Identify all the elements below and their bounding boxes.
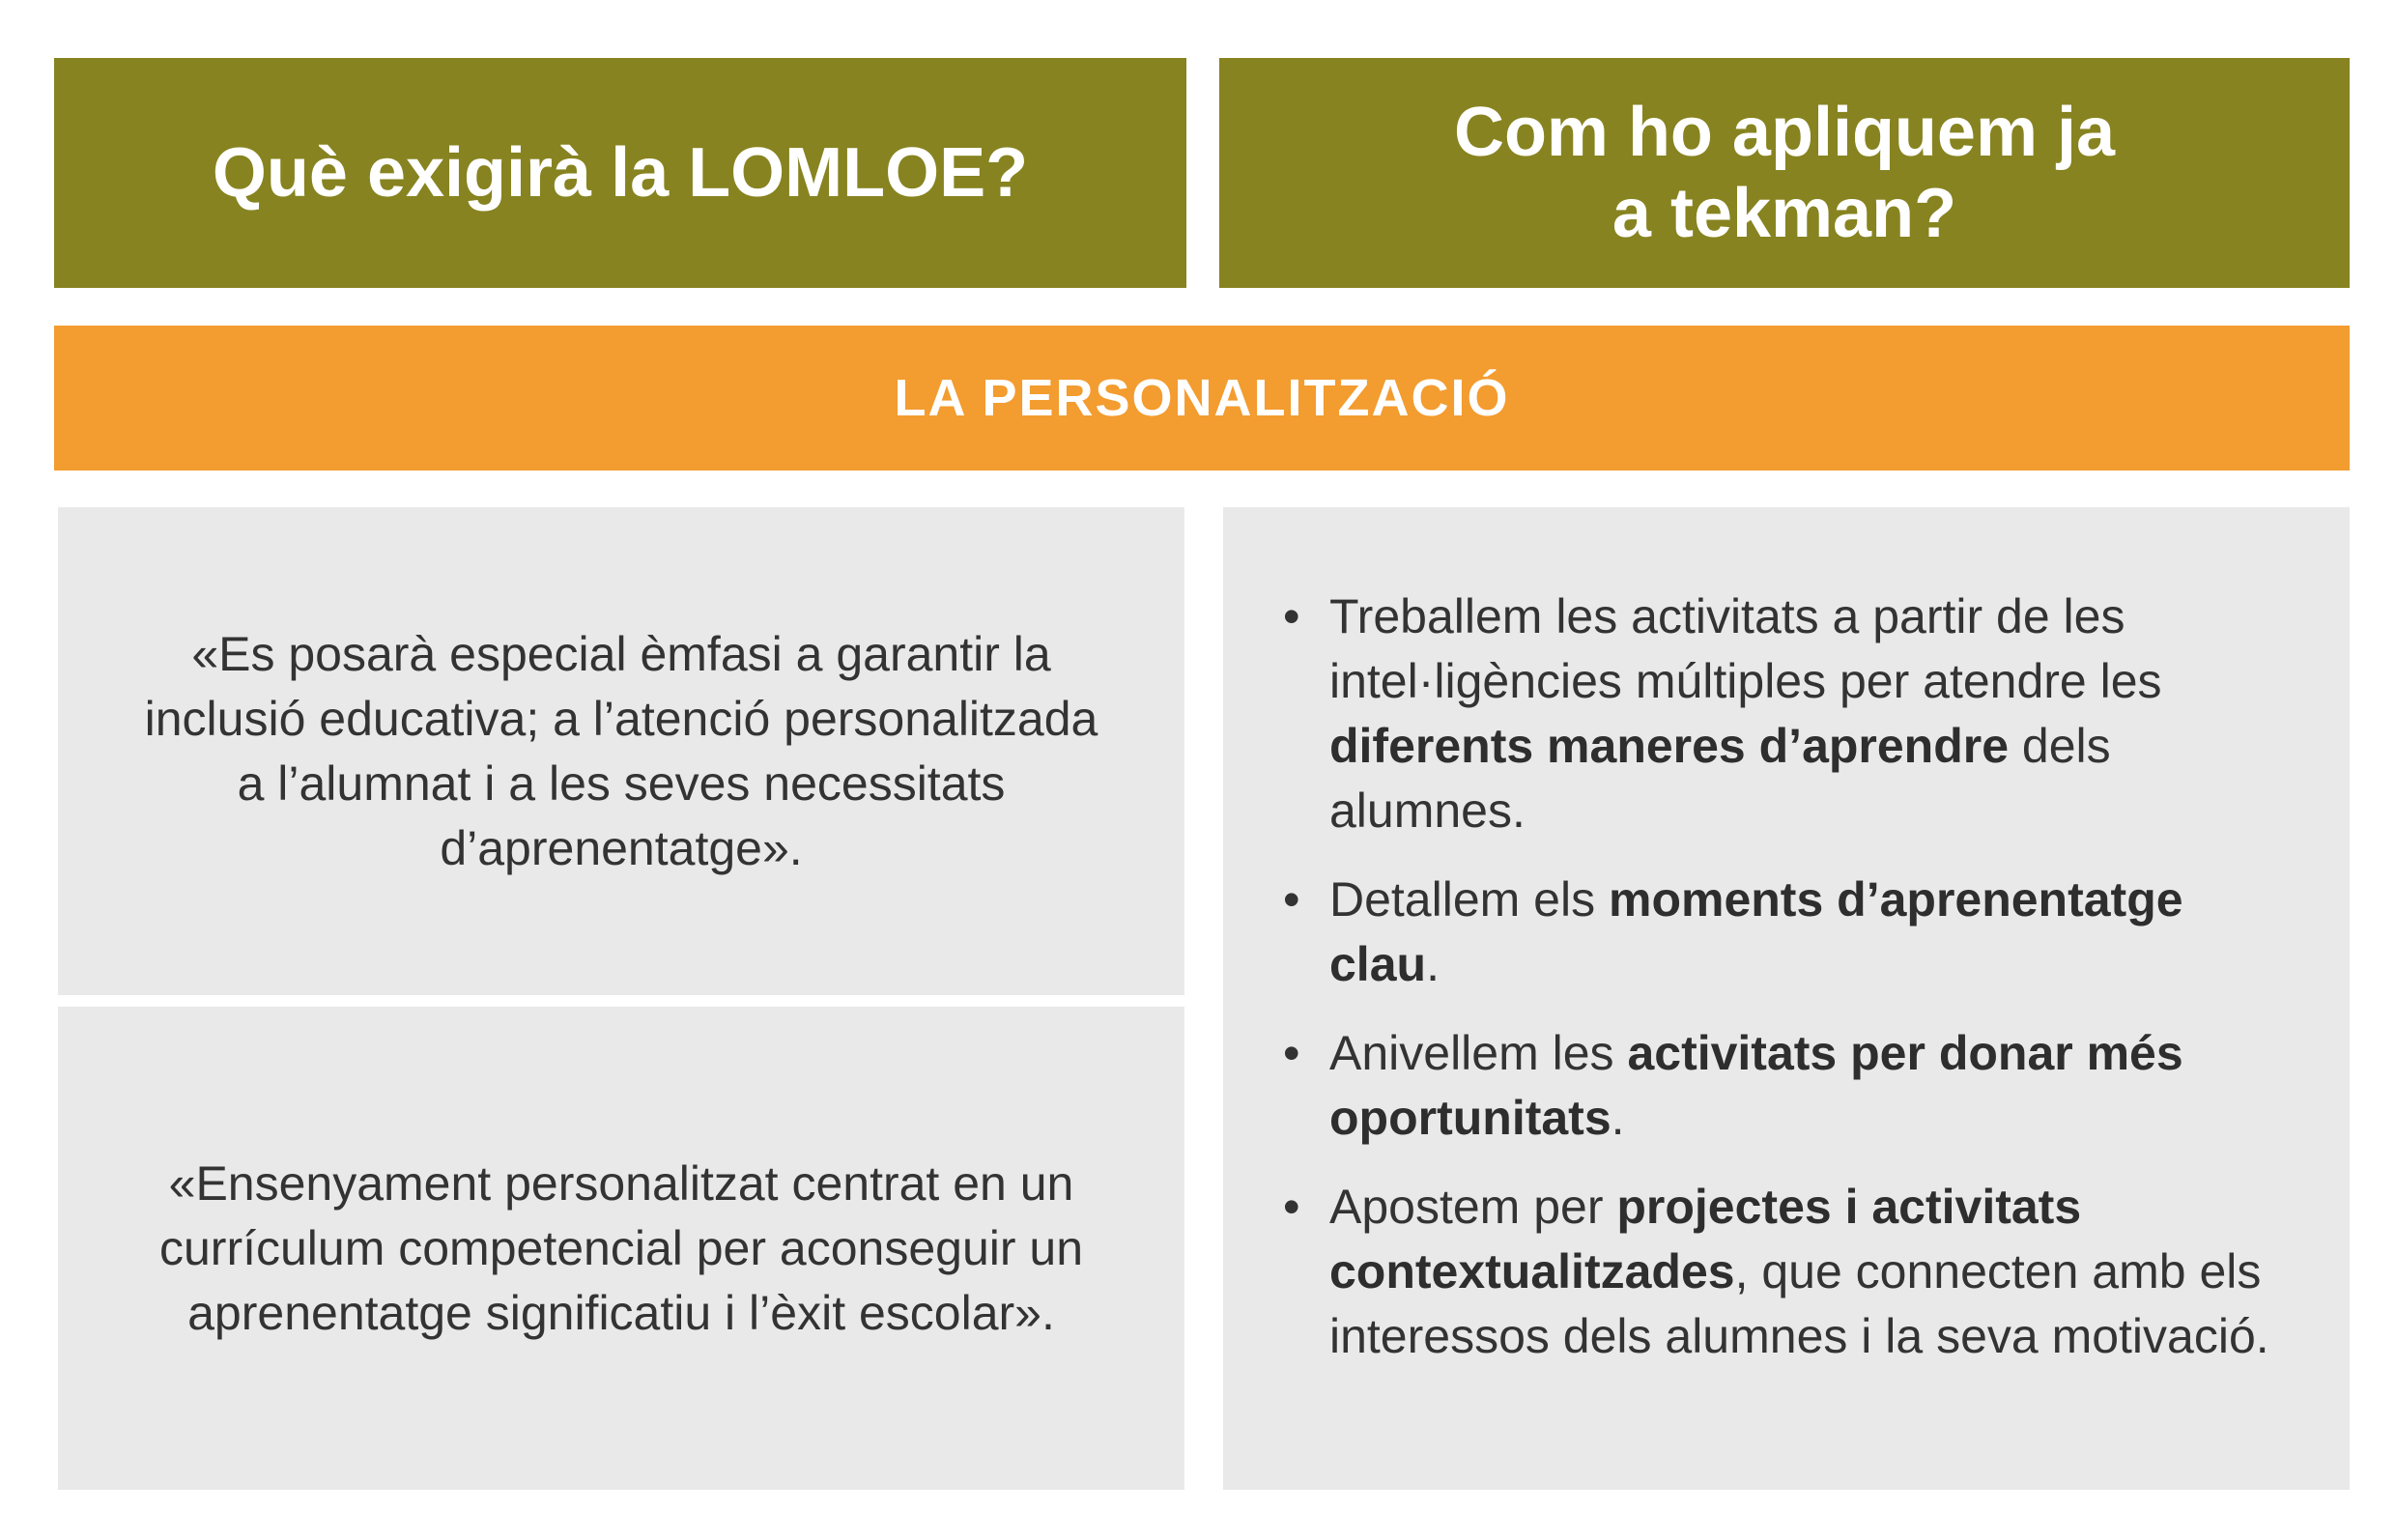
bullet-text-part: Anivellem les [1329, 1026, 1628, 1080]
section-title: LA PERSONALITZACIÓ [894, 369, 1510, 427]
bullets-panel [1223, 507, 2350, 1490]
bullet-text [1329, 589, 2162, 838]
bullet-text [1329, 1180, 2269, 1363]
bullet-item [1283, 868, 2272, 997]
bullet-item [1283, 1021, 2272, 1151]
bullet-dot-icon: • [1283, 1180, 1300, 1234]
bullet-text-bold: diferents maneres d’aprendre [1329, 719, 2010, 773]
header-right-title: Com ho apliquem ja a tekman? [1453, 94, 2116, 252]
header-left [54, 58, 1186, 288]
bullet-text-part: dels alumnes. [1329, 719, 2111, 838]
bullet-list [1283, 585, 2272, 1369]
bullet-text [1329, 872, 2183, 991]
bullet-text-part: . [1611, 1091, 1625, 1145]
quote-panel-1 [58, 507, 1184, 995]
bullet-text-bold: projectes i activitats contextualitzades [1329, 1180, 2082, 1298]
bullet-text-part: , que connecten amb els interessos dels alumnes i la seva motivació. [1329, 1244, 2269, 1363]
bullet-item [1283, 585, 2272, 843]
bullet-item [1283, 1175, 2272, 1369]
quote-panel-2 [58, 1007, 1184, 1490]
bullet-text-part: Treballem les activitats a partir de les intel·ligències múltiples per atendre les [1329, 589, 2162, 708]
section-banner [54, 326, 2350, 471]
bullet-text-part: . [1426, 937, 1440, 991]
bullet-text-part: Apostem per [1329, 1180, 1617, 1234]
bullet-dot-icon: • [1283, 1026, 1300, 1080]
quote-text-1: «Es posarà especial èmfasi a garantir la inclusió educativa; a l’atenció personalitzada a l’alumnat i a les seves necessitats d’aprenentatge». [144, 626, 1098, 875]
bullet-text-bold: moments d’aprenentatge clau [1329, 872, 2183, 991]
bullet-dot-icon: • [1283, 872, 1300, 927]
quote-text-2: «Ensenyament personalitzat centrat en un currículum competencial per aconseguir un aprenentatge significatiu i l’èxit escolar». [158, 1155, 1084, 1340]
bullet-dot-icon: • [1283, 589, 1300, 643]
bullet-text [1329, 1026, 2183, 1145]
header-left-title: Què exigirà la LOMLOE? [212, 134, 1029, 212]
bullet-text-part: Detallem els [1329, 872, 1609, 927]
header-right [1219, 58, 2350, 288]
bullet-text-bold: activitats per donar més oportunitats [1329, 1026, 2183, 1145]
